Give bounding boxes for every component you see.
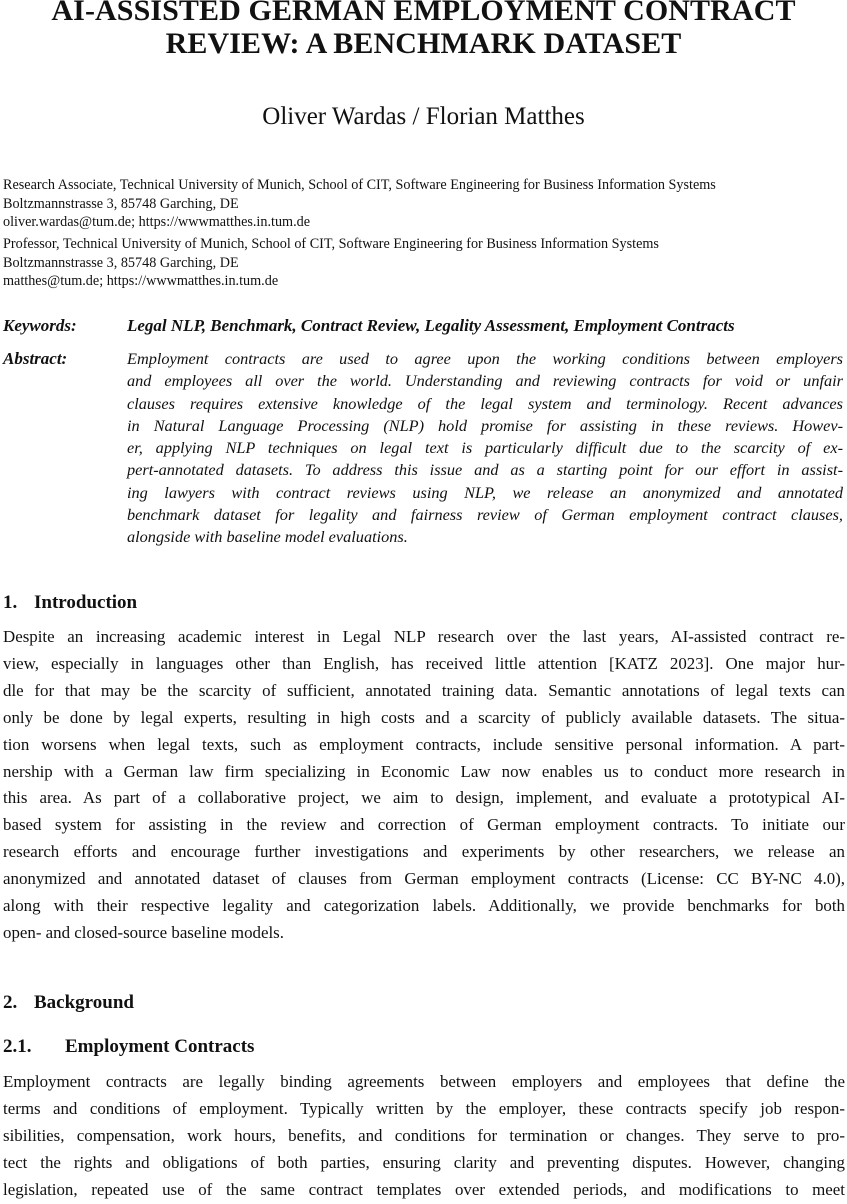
- affiliation-role: Professor, Technical University of Munich, School of CIT, Software Engineering for Business Information Systems: [3, 236, 659, 252]
- paragraph-line: tect the rights and obligations of both parties, ensuring clarity and preventing disputes. However, changing: [3, 1152, 845, 1172]
- abstract-line: and employees all over the world. Understanding and reviewing contracts for void or unfair: [127, 371, 843, 391]
- paragraph-line: along with their respective legality and categorization labels. Additionally, we provide benchmarks for both: [3, 896, 845, 916]
- subsection-number: 2.1.: [3, 1036, 32, 1057]
- paper-title: [0, 0, 847, 60]
- subsection-heading-employment-contracts: [3, 1036, 254, 1058]
- paragraph-line: nership with a German law firm specializing in Economic Law now enables us to conduct more research in: [3, 761, 845, 781]
- section-number: 1.: [3, 592, 18, 613]
- paragraph-line: research efforts and encourage further investigations and experiments by other researchers, we release an: [3, 842, 845, 862]
- paragraph-line: dle for that may be the scarcity of sufficient, annotated training data. Semantic annotations of legal texts can: [3, 680, 845, 700]
- section-heading-introduction: [3, 592, 137, 614]
- abstract-line: Employment contracts are used to agree upon the working conditions between employers: [127, 349, 843, 368]
- employment-contracts-paragraph: [3, 1069, 845, 1204]
- section-title: Background: [34, 992, 134, 1013]
- abstract-label: Abstract:: [3, 349, 68, 368]
- section-title: Introduction: [34, 592, 138, 613]
- paragraph-line: this area. As part of a collaborative project, we aim to design, implement, and evaluate a prototypical AI-: [3, 788, 845, 808]
- paragraph-line: sibilities, compensation, work hours, benefits, and conditions for termination or changes. They serve to pro-: [3, 1125, 845, 1145]
- paragraph-line: view, especially in languages other than English, has received little attention [KATZ 2023]. One major hur-: [3, 653, 845, 673]
- affiliation-address: Boltzmannstrasse 3, 85748 Garching, DE: [3, 195, 239, 212]
- section-heading-background: [3, 992, 134, 1014]
- affiliation-1: [3, 176, 843, 232]
- paragraph-line: anonymized and annotated dataset of clauses from German employment contracts (License: CC BY-NC 4.0),: [3, 869, 845, 889]
- affiliation-address: Boltzmannstrasse 3, 85748 Garching, DE: [3, 254, 239, 271]
- paragraph-line: open- and closed-source baseline models.: [3, 922, 284, 942]
- introduction-paragraph: [3, 624, 845, 947]
- title-line-2: REVIEW: A BENCHMARK DATASET: [165, 27, 682, 60]
- affiliation-contact: oliver.wardas@tum.de; https://wwwmatthes.in.tum.de: [3, 214, 311, 231]
- keywords-label: Keywords:: [3, 316, 77, 335]
- abstract-line: pert-annotated datasets. To address this issue and as a starting point for our effort in assist-: [127, 460, 843, 480]
- section-number: 2.: [3, 992, 18, 1013]
- abstract-line: clauses requires extensive knowledge of the legal system and terminology. Recent advances: [127, 393, 843, 413]
- affiliation-role: Research Associate, Technical University of Munich, School of CIT, Software Engineering for Business Information Systems: [3, 177, 716, 193]
- affiliation-2: [3, 235, 843, 291]
- abstract-line: alongside with baseline model evaluations.: [127, 527, 408, 547]
- paragraph-line: based system for assisting in the review and correction of German employment contracts. To initiate our: [3, 815, 845, 835]
- abstract-text: [127, 348, 843, 549]
- abstract-line: er, applying NLP techniques on legal text is particularly difficult due to the scarcity of ex-: [127, 438, 843, 458]
- paragraph-line: only be done by legal experts, resulting in high costs and a scarcity of publicly available datasets. The situa-: [3, 707, 845, 727]
- paragraph-line: Despite an increasing academic interest in Legal NLP research over the last years, AI-assisted contract re-: [3, 627, 845, 646]
- paragraph-line: tion worsens when legal texts, such as employment contracts, include sensitive personal information. A part-: [3, 734, 845, 754]
- paragraph-line: terms and conditions of employment. Typically written by the employer, these contracts specify job respon-: [3, 1098, 845, 1118]
- paragraph-line: Employment contracts are legally binding agreements between employers and employees that define the: [3, 1072, 845, 1091]
- keywords-text: Legal NLP, Benchmark, Contract Review, Legality Assessment, Employment Contracts: [127, 316, 735, 335]
- affiliation-contact: matthes@tum.de; https://wwwmatthes.in.tum.de: [3, 273, 279, 290]
- abstract-line: ing lawyers with contract reviews using NLP, we release an anonymized and annotated: [127, 482, 843, 502]
- abstract-line: in Natural Language Processing (NLP) hold promise for assisting in these reviews. Howev-: [127, 415, 843, 435]
- title-line-1: AI-ASSISTED GERMAN EMPLOYMENT CONTRACT: [51, 0, 796, 27]
- paragraph-line: legislation, repeated use of the same contract templates over extended periods, and modifications to meet: [3, 1179, 845, 1199]
- subsection-title: Employment Contracts: [65, 1036, 255, 1057]
- author-names: Oliver Wardas / Florian Matthes: [262, 103, 585, 130]
- abstract-line: benchmark dataset for legality and fairness review of German employment contract clauses,: [127, 505, 843, 525]
